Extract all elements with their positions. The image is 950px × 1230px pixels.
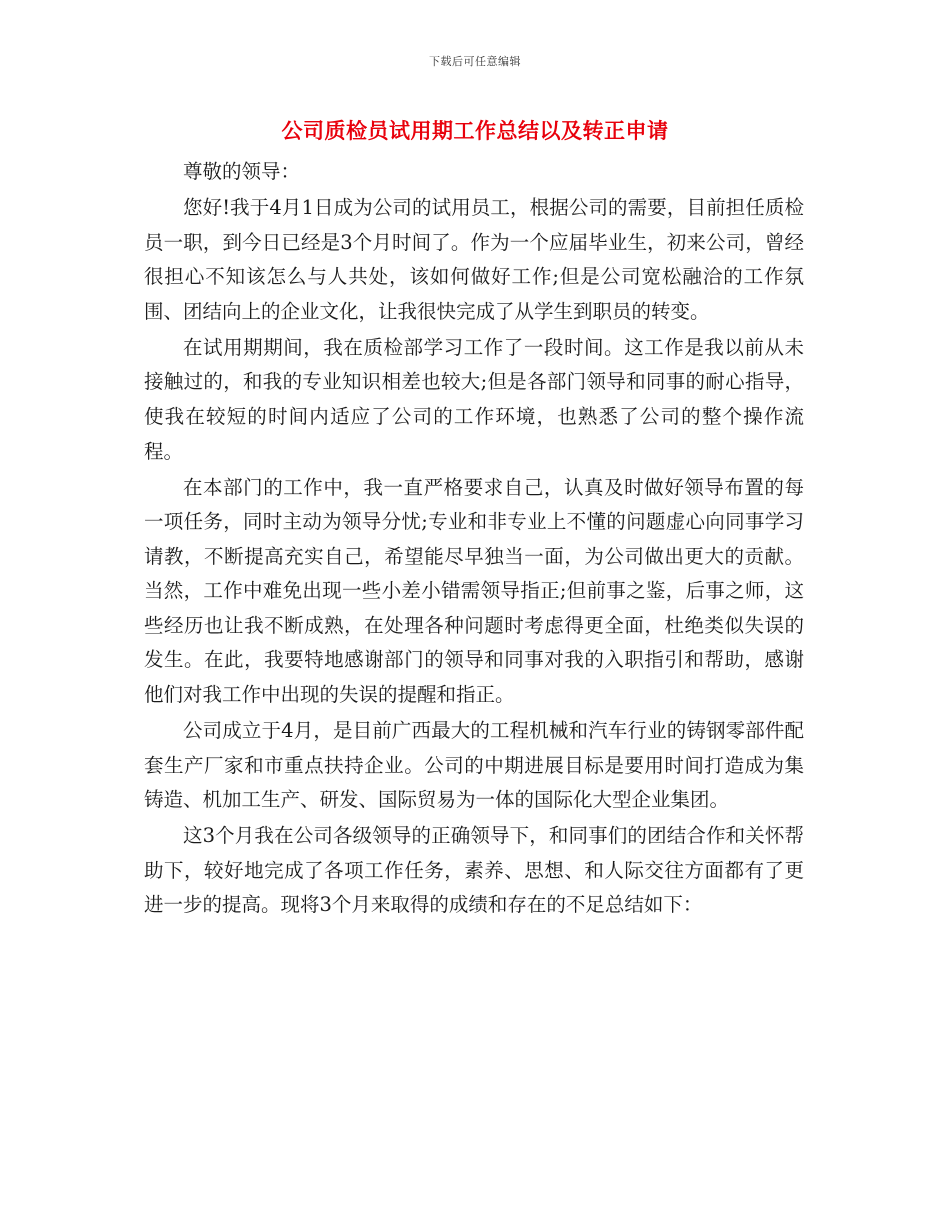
paragraph-intro: 您好!我于4月1日成为公司的试用员工，根据公司的需要，目前担任质检员一职，到今日已经是3个月时间了。作为一个应届毕业生，初来公司，曾经很担心不知该怎么与人共处，该如何做好工作;但是公司宽松融洽的工作氛围、团结向上的企业文化，让我很快完成了从学生到职员的转变。	[144, 195, 804, 323]
header-note: 下载后可任意编辑	[429, 55, 521, 68]
salutation: 尊敬的领导：	[183, 160, 301, 183]
paragraph-summary: 这3个月我在公司各级领导的正确领导下，和同事们的团结合作和关怀帮助下，较好地完成了各项工作任务，素养、思想、和人际交往方面都有了更进一步的提高。现将3个月来取得的成绩和存在的不足总结如下：	[144, 824, 804, 917]
paragraph-probation: 在试用期期间，我在质检部学习工作了一段时间。这工作是我以前从未接触过的，和我的专业知识相差也较大;但是各部门领导和同事的耐心指导，使我在较短的时间内适应了公司的工作环境，也熟悉了公司的整个操作流程。	[144, 335, 804, 463]
document-title: 公司质检员试用期工作总结以及转正申请	[281, 118, 669, 143]
paragraph-department-work: 在本部门的工作中，我一直严格要求自己，认真及时做好领导布置的每一项任务，同时主动为领导分忧;专业和非专业上不懂的问题虚心向同事学习请教，不断提高充实自己，希望能尽早独当一面，为公司做出更大的贡献。当然，工作中难免出现一些小差小错需领导指正;但前事之鉴，后事之师，这些经历也让我不断成熟，在处理各种问题时考虑得更全面，杜绝类似失误的发生。在此，我要特地感谢部门的领导和同事对我的入职指引和帮助，感谢他们对我工作中出现的失误的提醒和指正。	[144, 475, 804, 707]
paragraph-company: 公司成立于4月，是目前广西最大的工程机械和汽车行业的铸钢零部件配套生产厂家和市重点扶持企业。公司的中期进展目标是要用时间打造成为集铸造、机加工生产、研发、国际贸易为一体的国际化大型企业集团。	[144, 719, 804, 812]
document-body	[144, 155, 804, 923]
